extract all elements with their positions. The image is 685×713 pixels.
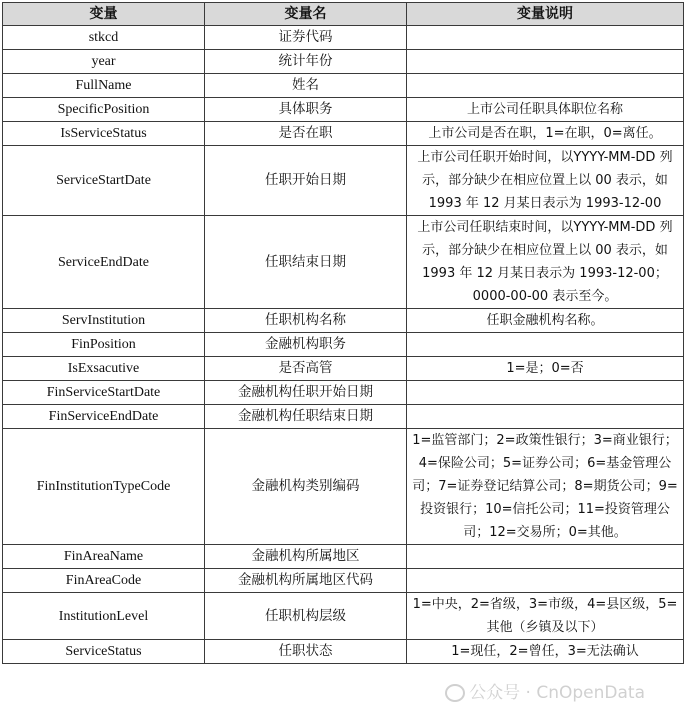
description-cell — [407, 381, 684, 405]
variable-name-cell: 任职结束日期 — [205, 216, 407, 309]
description-cell — [407, 405, 684, 429]
table-row — [3, 309, 684, 333]
header-variable-name: 变量名 — [205, 3, 407, 26]
table-row — [3, 26, 684, 50]
table-row — [3, 357, 684, 381]
variable-cell: IsServiceStatus — [3, 122, 205, 146]
table-row — [3, 569, 684, 593]
description-cell: 1=现任，2=曾任，3=无法确认 — [407, 640, 684, 664]
variable-cell: ServiceStartDate — [3, 146, 205, 216]
variable-cell: FinServiceStartDate — [3, 381, 205, 405]
variable-cell: FinAreaName — [3, 545, 205, 569]
variable-name-cell: 金融机构所属地区 — [205, 545, 407, 569]
table-row — [3, 381, 684, 405]
variable-cell: IsExsacutive — [3, 357, 205, 381]
table-row — [3, 122, 684, 146]
variable-name-cell: 金融机构所属地区代码 — [205, 569, 407, 593]
description-cell — [407, 74, 684, 98]
variable-name-cell: 金融机构任职开始日期 — [205, 381, 407, 405]
variable-name-cell: 具体职务 — [205, 98, 407, 122]
variable-cell: stkcd — [3, 26, 205, 50]
description-cell — [407, 26, 684, 50]
variable-cell: FinAreaCode — [3, 569, 205, 593]
variable-name-cell: 是否在职 — [205, 122, 407, 146]
description-cell: 上市公司任职结束时间，以YYYY-MM-DD 列示，部分缺少在相应位置上以 00 表示，如 1993 年 12 月某日表示为 1993-12-00；0000-00-00 表示至今。 — [407, 216, 684, 309]
description-cell: 1=中央，2=省级，3=市级，4=县区级，5=其他（乡镇及以下） — [407, 593, 684, 640]
table-row — [3, 216, 684, 309]
header-row — [3, 3, 684, 26]
table-row — [3, 98, 684, 122]
variable-name-cell: 金融机构任职结束日期 — [205, 405, 407, 429]
watermark-text: 公众号 · CnOpenData — [469, 683, 645, 703]
table-row — [3, 146, 684, 216]
table-row — [3, 429, 684, 545]
variable-cell: FinInstitutionTypeCode — [3, 429, 205, 545]
table-row — [3, 50, 684, 74]
variable-cell: InstitutionLevel — [3, 593, 205, 640]
watermark — [445, 678, 645, 703]
header-variable-description: 变量说明 — [407, 3, 684, 26]
variable-name-cell: 任职机构层级 — [205, 593, 407, 640]
variable-name-cell: 是否高管 — [205, 357, 407, 381]
variable-cell: SpecificPosition — [3, 98, 205, 122]
variable-name-cell: 统计年份 — [205, 50, 407, 74]
description-cell — [407, 333, 684, 357]
description-cell: 上市公司是否在职，1=在职，0=离任。 — [407, 122, 684, 146]
variable-name-cell: 任职开始日期 — [205, 146, 407, 216]
wechat-icon — [445, 684, 465, 702]
variable-name-cell: 姓名 — [205, 74, 407, 98]
table-row — [3, 545, 684, 569]
table-row — [3, 333, 684, 357]
variable-name-cell: 任职状态 — [205, 640, 407, 664]
description-cell — [407, 569, 684, 593]
variable-cell: year — [3, 50, 205, 74]
description-cell: 任职金融机构名称。 — [407, 309, 684, 333]
description-cell: 1=是；0=否 — [407, 357, 684, 381]
table-row — [3, 593, 684, 640]
variable-table — [2, 2, 684, 664]
table-row — [3, 640, 684, 664]
variable-name-cell: 金融机构职务 — [205, 333, 407, 357]
description-cell: 上市公司任职开始时间，以YYYY-MM-DD 列示，部分缺少在相应位置上以 00 表示，如 1993 年 12 月某日表示为 1993-12-00 — [407, 146, 684, 216]
variable-cell: FullName — [3, 74, 205, 98]
variable-cell: ServiceEndDate — [3, 216, 205, 309]
description-cell: 1=监管部门；2=政策性银行；3=商业银行；4=保险公司；5=证券公司；6=基金管理公司；7=证券登记结算公司；8=期货公司；9=投资银行；10=信托公司；11=投资管理公司；12=交易所；0=其他。 — [407, 429, 684, 545]
description-cell — [407, 545, 684, 569]
variable-cell: FinServiceEndDate — [3, 405, 205, 429]
header-variable: 变量 — [3, 3, 205, 26]
variable-cell: FinPosition — [3, 333, 205, 357]
variable-name-cell: 任职机构名称 — [205, 309, 407, 333]
variable-cell: ServInstitution — [3, 309, 205, 333]
description-cell: 上市公司任职具体职位名称 — [407, 98, 684, 122]
description-cell — [407, 50, 684, 74]
variable-name-cell: 证券代码 — [205, 26, 407, 50]
table-row — [3, 405, 684, 429]
table-row — [3, 74, 684, 98]
variable-name-cell: 金融机构类别编码 — [205, 429, 407, 545]
variable-cell: ServiceStatus — [3, 640, 205, 664]
